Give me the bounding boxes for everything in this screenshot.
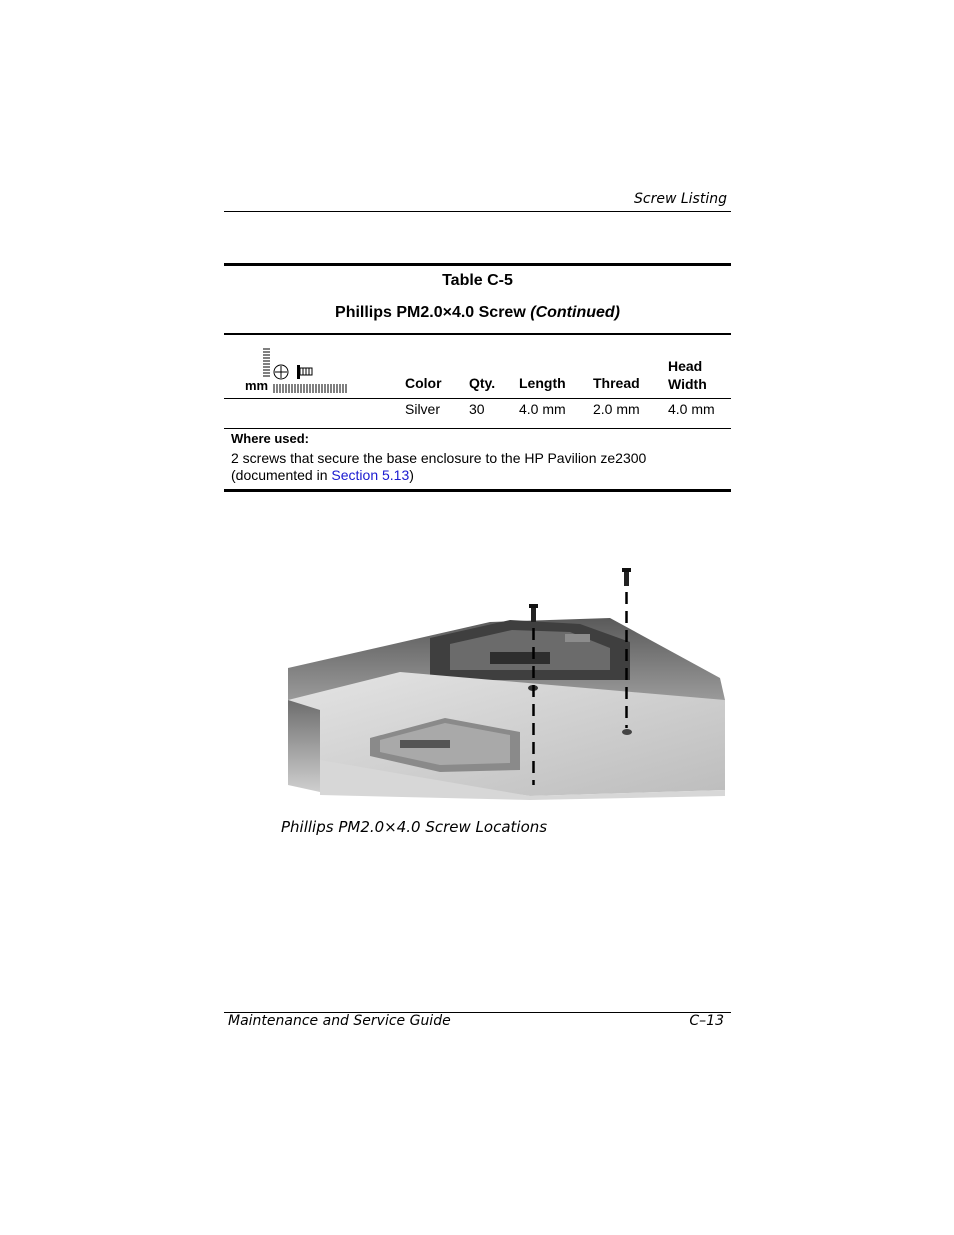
table-bottom-rule <box>224 489 731 492</box>
column-header-head-width <box>668 357 707 393</box>
running-header: Screw Listing <box>634 191 727 207</box>
table-header-rule <box>224 333 731 335</box>
column-header-qty: Qty. <box>469 375 496 391</box>
footer-guide-title: Maintenance and Service Guide <box>228 1013 451 1029</box>
figure-caption: Phillips PM2.0×4.0 Screw Locations <box>281 818 548 836</box>
where-used-text-2: ) <box>409 467 414 483</box>
header-rule <box>224 211 731 212</box>
column-header-head-width-line2: Width <box>668 376 707 392</box>
cell-head-width: 4.0 mm <box>668 401 715 417</box>
column-header-head-width-line1: Head <box>668 358 703 374</box>
cell-qty: 30 <box>469 401 485 417</box>
cell-color: Silver <box>405 401 441 417</box>
table-subtitle <box>224 304 731 322</box>
scale-unit-label: mm <box>245 378 269 393</box>
where-used-text <box>231 450 711 484</box>
table-title: Table C-5 <box>442 272 513 289</box>
cell-length: 4.0 mm <box>519 401 566 417</box>
cell-thread: 2.0 mm <box>593 401 640 417</box>
table-top-rule <box>224 263 731 266</box>
column-header-thread: Thread <box>593 375 640 391</box>
table-row-rule <box>224 428 731 429</box>
table-subtitle-suffix: (Continued) <box>530 304 620 321</box>
footer-page-number: C–13 <box>689 1013 724 1029</box>
table-column-rule <box>224 398 731 399</box>
where-used-text-1: 2 screws that secure the base enclosure to the HP Pavilion ze2300 (documented in <box>231 450 647 483</box>
screw-locations-figure <box>280 560 730 800</box>
table-subtitle-main: Phillips PM2.0×4.0 Screw <box>335 304 526 321</box>
column-header-length: Length <box>519 375 566 391</box>
where-used-label: Where used: <box>231 431 310 446</box>
section-link[interactable]: Section 5.13 <box>331 467 410 483</box>
column-header-color: Color <box>405 375 442 391</box>
